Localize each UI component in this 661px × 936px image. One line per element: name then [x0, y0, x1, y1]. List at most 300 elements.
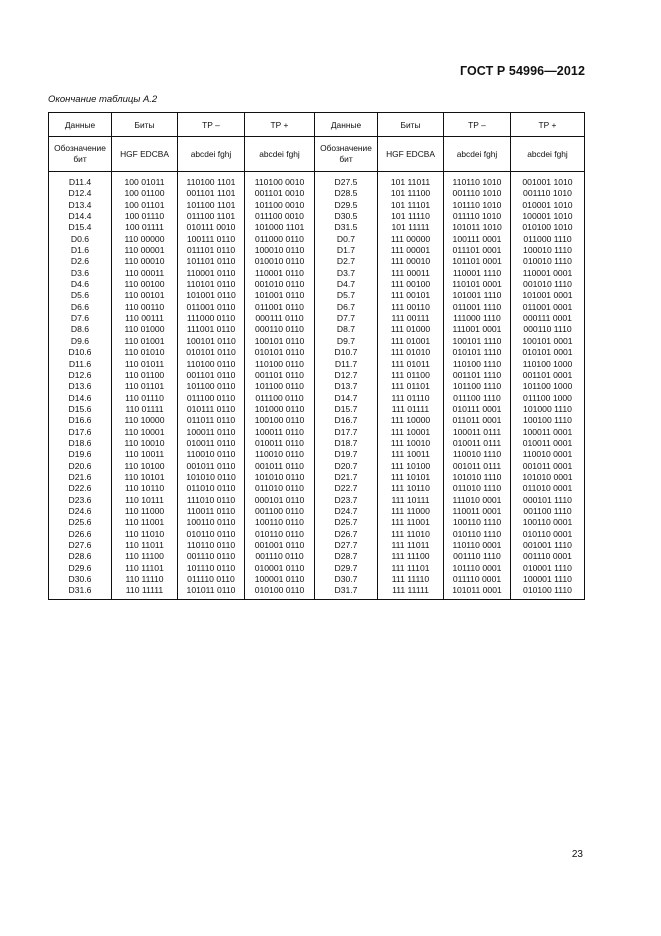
- table-cell: D3.6: [49, 268, 112, 279]
- table-row: [49, 245, 585, 256]
- table-cell: 001110 0001: [511, 551, 585, 562]
- table-cell: 100110 0001: [511, 517, 585, 528]
- table-cell: 100010 1110: [511, 245, 585, 256]
- table-cell: 101 11111: [378, 222, 444, 233]
- table-cell: 101 11100: [378, 188, 444, 199]
- table-cell: 001001 0110: [245, 540, 315, 551]
- table-cell: 110 00110: [112, 302, 178, 313]
- column-subheader: abcdei fghj: [511, 137, 585, 172]
- table-cell: 101001 0110: [245, 290, 315, 301]
- table-cell: D23.7: [315, 495, 378, 506]
- table-cell: 100 01011: [112, 172, 178, 189]
- table-cell: 011100 1110: [444, 393, 511, 404]
- table-cell: 101100 0010: [245, 200, 315, 211]
- table-cell: 001110 1010: [511, 188, 585, 199]
- table-cell: D26.6: [49, 529, 112, 540]
- table-cell: 111 01010: [378, 347, 444, 358]
- table-cell: 001010 0110: [245, 279, 315, 290]
- table-row: [49, 551, 585, 562]
- table-cell: 001001 1010: [511, 172, 585, 189]
- table-cell: 001100 1110: [511, 506, 585, 517]
- table-cell: 101010 0001: [511, 472, 585, 483]
- table-cell: 111010 0001: [444, 495, 511, 506]
- table-cell: 110 11100: [112, 551, 178, 562]
- column-header: ТР –: [178, 113, 245, 137]
- table-cell: 001101 0010: [245, 188, 315, 199]
- table-cell: 001001 1110: [511, 540, 585, 551]
- table-cell: D28.5: [315, 188, 378, 199]
- table-row: [49, 370, 585, 381]
- table-cell: 000101 1110: [511, 495, 585, 506]
- table-cell: 000110 1110: [511, 324, 585, 335]
- table-cell: 000111 0001: [511, 313, 585, 324]
- table-row: [49, 302, 585, 313]
- table-row: [49, 517, 585, 528]
- table-cell: D2.7: [315, 256, 378, 267]
- table-cell: 010001 1110: [511, 563, 585, 574]
- table-cell: 010111 0110: [178, 404, 245, 415]
- table-cell: 100011 0001: [511, 427, 585, 438]
- table-cell: 110 11010: [112, 529, 178, 540]
- table-cell: D8.6: [49, 324, 112, 335]
- table-cell: 011011 0110: [178, 415, 245, 426]
- table-cell: 110100 1000: [511, 359, 585, 370]
- table-subheader-row: [49, 137, 585, 172]
- table-cell: 010101 1110: [444, 347, 511, 358]
- table-row: [49, 256, 585, 267]
- table-cell: 101000 1101: [245, 222, 315, 233]
- table-cell: 110 11111: [112, 585, 178, 599]
- table-row: [49, 313, 585, 324]
- table-cell: 110001 0001: [511, 268, 585, 279]
- table-cell: 111 11111: [378, 585, 444, 599]
- table-cell: D22.6: [49, 483, 112, 494]
- table-cell: 010111 0010: [178, 222, 245, 233]
- table-cell: 110 01101: [112, 381, 178, 392]
- table-cell: D21.6: [49, 472, 112, 483]
- table-cell: 111001 0001: [444, 324, 511, 335]
- table-cell: D9.7: [315, 336, 378, 347]
- table-cell: 100 01100: [112, 188, 178, 199]
- table-cell: 011100 1101: [178, 211, 245, 222]
- table-cell: 001110 0110: [245, 551, 315, 562]
- table-cell: 010110 1110: [444, 529, 511, 540]
- table-cell: 111 00011: [378, 268, 444, 279]
- table-cell: 110110 0001: [444, 540, 511, 551]
- table-row: [49, 381, 585, 392]
- table-cell: 100011 0110: [178, 427, 245, 438]
- table-cell: 011001 0001: [511, 302, 585, 313]
- table-cell: 010011 0111: [444, 438, 511, 449]
- table-cell: 101100 1000: [511, 381, 585, 392]
- table-cell: 111 11000: [378, 506, 444, 517]
- table-cell: 101 11011: [378, 172, 444, 189]
- table-cell: D11.6: [49, 359, 112, 370]
- table-cell: 110 10001: [112, 427, 178, 438]
- table-cell: D25.6: [49, 517, 112, 528]
- table-cell: 110 01011: [112, 359, 178, 370]
- column-header: Биты: [378, 113, 444, 137]
- table-cell: D3.7: [315, 268, 378, 279]
- table-row: [49, 188, 585, 199]
- table-cell: D1.6: [49, 245, 112, 256]
- table-cell: 111 10011: [378, 449, 444, 460]
- table-cell: 110 11001: [112, 517, 178, 528]
- table-cell: D7.7: [315, 313, 378, 324]
- table-cell: 100001 0110: [245, 574, 315, 585]
- table-cell: 100 01101: [112, 200, 178, 211]
- table-cell: D29.6: [49, 563, 112, 574]
- table-cell: 110001 0110: [178, 268, 245, 279]
- table-row: [49, 506, 585, 517]
- table-cell: D11.4: [49, 172, 112, 189]
- table-cell: 010100 1010: [511, 222, 585, 233]
- table-cell: 110100 1101: [178, 172, 245, 189]
- table-cell: 111010 0110: [178, 495, 245, 506]
- table-row: [49, 461, 585, 472]
- table-cell: 011001 0110: [178, 302, 245, 313]
- table-cell: 111 10001: [378, 427, 444, 438]
- table-cell: D2.6: [49, 256, 112, 267]
- table-cell: D4.7: [315, 279, 378, 290]
- table-cell: 111 11011: [378, 540, 444, 551]
- table-cell: 100101 0110: [178, 336, 245, 347]
- table-cell: 110 01010: [112, 347, 178, 358]
- table-cell: 110 00011: [112, 268, 178, 279]
- table-cell: 110 00100: [112, 279, 178, 290]
- table-cell: 011000 1110: [511, 234, 585, 245]
- table-cell: D8.7: [315, 324, 378, 335]
- table-cell: D27.5: [315, 172, 378, 189]
- table-row: [49, 438, 585, 449]
- table-cell: D19.6: [49, 449, 112, 460]
- table-cell: 011100 0110: [245, 393, 315, 404]
- table-cell: 110100 0110: [245, 359, 315, 370]
- table-cell: 000110 0110: [245, 324, 315, 335]
- table-cell: 100111 0110: [178, 234, 245, 245]
- table-row: [49, 336, 585, 347]
- table-cell: D13.6: [49, 381, 112, 392]
- table-cell: 111 01011: [378, 359, 444, 370]
- table-cell: 001011 0110: [178, 461, 245, 472]
- table-cell: D6.7: [315, 302, 378, 313]
- table-row: [49, 222, 585, 233]
- table-cell: 111 00000: [378, 234, 444, 245]
- column-header: ТР +: [511, 113, 585, 137]
- table-cell: D29.7: [315, 563, 378, 574]
- table-cell: 100011 0111: [444, 427, 511, 438]
- table-cell: D23.6: [49, 495, 112, 506]
- table-cell: 101011 0110: [178, 585, 245, 599]
- table-cell: D18.7: [315, 438, 378, 449]
- table-cell: 110001 0110: [245, 268, 315, 279]
- table-cell: D31.7: [315, 585, 378, 599]
- table-cell: 010110 0110: [178, 529, 245, 540]
- table-cell: D0.7: [315, 234, 378, 245]
- table-cell: 010011 0001: [511, 438, 585, 449]
- table-cell: D31.6: [49, 585, 112, 599]
- table-cell: D10.6: [49, 347, 112, 358]
- table-cell: 110 10100: [112, 461, 178, 472]
- table-cell: 111 10000: [378, 415, 444, 426]
- table-cell: 111 10100: [378, 461, 444, 472]
- table-cell: 010101 0110: [245, 347, 315, 358]
- table-cell: 110100 0010: [245, 172, 315, 189]
- table-cell: D12.6: [49, 370, 112, 381]
- table-cell: D7.6: [49, 313, 112, 324]
- table-cell: 111 01001: [378, 336, 444, 347]
- table-cell: 111 01110: [378, 393, 444, 404]
- table-cell: D20.6: [49, 461, 112, 472]
- table-cell: 101001 1110: [444, 290, 511, 301]
- table-cell: 110 10011: [112, 449, 178, 460]
- table-cell: 110 11110: [112, 574, 178, 585]
- table-cell: 100100 0110: [245, 415, 315, 426]
- table-cell: 111 10111: [378, 495, 444, 506]
- table-cell: D17.6: [49, 427, 112, 438]
- table-cell: 011010 0110: [245, 483, 315, 494]
- table-cell: 010001 1010: [511, 200, 585, 211]
- column-subheader: abcdei fghj: [178, 137, 245, 172]
- table-cell: 101010 0110: [245, 472, 315, 483]
- table-row: [49, 268, 585, 279]
- table-cell: D11.7: [315, 359, 378, 370]
- table-cell: 010100 1110: [511, 585, 585, 599]
- table-cell: D15.4: [49, 222, 112, 233]
- table-cell: 101101 0110: [178, 256, 245, 267]
- table-cell: 001011 0110: [245, 461, 315, 472]
- table-cell: 110101 0001: [444, 279, 511, 290]
- table-cell: 110 00001: [112, 245, 178, 256]
- table-cell: D30.7: [315, 574, 378, 585]
- table-cell: 001110 1110: [444, 551, 511, 562]
- column-subheader: HGF EDCBA: [112, 137, 178, 172]
- table-cell: D17.7: [315, 427, 378, 438]
- table-cell: 111 10101: [378, 472, 444, 483]
- table-cell: 010101 0001: [511, 347, 585, 358]
- table-cell: D24.7: [315, 506, 378, 517]
- table-cell: 110 01110: [112, 393, 178, 404]
- table-cell: 010001 0110: [245, 563, 315, 574]
- table-cell: 100011 0110: [245, 427, 315, 438]
- table-row: [49, 234, 585, 245]
- table-row: [49, 427, 585, 438]
- table-cell: 110010 0110: [245, 449, 315, 460]
- table-cell: 111 00100: [378, 279, 444, 290]
- table-cell: D22.7: [315, 483, 378, 494]
- table-cell: 110010 1110: [444, 449, 511, 460]
- table-cell: 110 10000: [112, 415, 178, 426]
- table-cell: 111 11001: [378, 517, 444, 528]
- table-cell: 110 11000: [112, 506, 178, 517]
- table-cell: 010100 0110: [245, 585, 315, 599]
- table-cell: 111 11110: [378, 574, 444, 585]
- table-cell: 111 01000: [378, 324, 444, 335]
- table-cell: 110 00000: [112, 234, 178, 245]
- table-cell: 011000 0110: [245, 234, 315, 245]
- table-cell: 110110 1010: [444, 172, 511, 189]
- table-cell: 100001 1110: [511, 574, 585, 585]
- table-cell: D12.7: [315, 370, 378, 381]
- table-cell: 110 01100: [112, 370, 178, 381]
- table-cell: 100110 1110: [444, 517, 511, 528]
- table-row: [49, 359, 585, 370]
- table-cell: D6.6: [49, 302, 112, 313]
- table-cell: 011011 0001: [444, 415, 511, 426]
- encoding-table: [48, 112, 585, 600]
- table-caption: Окончание таблицы А.2: [48, 94, 158, 105]
- table-cell: D31.5: [315, 222, 378, 233]
- table-cell: 100101 0110: [245, 336, 315, 347]
- column-subheader: Обозначение бит: [315, 137, 378, 172]
- table-cell: 111 01101: [378, 381, 444, 392]
- table-cell: D30.6: [49, 574, 112, 585]
- table-cell: D24.6: [49, 506, 112, 517]
- table-cell: 011001 0110: [245, 302, 315, 313]
- table-cell: 110010 0001: [511, 449, 585, 460]
- column-subheader: HGF EDCBA: [378, 137, 444, 172]
- table-cell: 000111 0110: [245, 313, 315, 324]
- table-cell: 001010 1110: [511, 279, 585, 290]
- table-cell: D0.6: [49, 234, 112, 245]
- table-cell: 111 11010: [378, 529, 444, 540]
- table-cell: 110 01001: [112, 336, 178, 347]
- table-cell: 111 01111: [378, 404, 444, 415]
- table-cell: D18.6: [49, 438, 112, 449]
- table-cell: D5.7: [315, 290, 378, 301]
- table-cell: D13.7: [315, 381, 378, 392]
- column-header: ТР –: [444, 113, 511, 137]
- table-cell: D27.7: [315, 540, 378, 551]
- table-cell: D14.6: [49, 393, 112, 404]
- table-cell: 011110 0110: [178, 574, 245, 585]
- table-cell: 100001 1010: [511, 211, 585, 222]
- table-cell: 101100 0110: [245, 381, 315, 392]
- table-body: [49, 172, 585, 600]
- table-row: [49, 404, 585, 415]
- table-cell: 110011 0001: [444, 506, 511, 517]
- table-row: [49, 540, 585, 551]
- table-cell: 100110 0110: [245, 517, 315, 528]
- table-cell: 111 11101: [378, 563, 444, 574]
- table-cell: 111 00110: [378, 302, 444, 313]
- column-subheader: Обозначение бит: [49, 137, 112, 172]
- table-cell: D1.7: [315, 245, 378, 256]
- table-cell: 100100 1110: [511, 415, 585, 426]
- table-cell: 101011 0001: [444, 585, 511, 599]
- table-cell: D16.6: [49, 415, 112, 426]
- table-cell: 101110 1010: [444, 200, 511, 211]
- table-cell: 111 10010: [378, 438, 444, 449]
- table-cell: 101100 1110: [444, 381, 511, 392]
- table-cell: D16.7: [315, 415, 378, 426]
- table-cell: D9.6: [49, 336, 112, 347]
- table-cell: 111 00010: [378, 256, 444, 267]
- table-cell: D28.7: [315, 551, 378, 562]
- table-row: [49, 449, 585, 460]
- table-cell: D20.7: [315, 461, 378, 472]
- table-cell: 101011 1010: [444, 222, 511, 233]
- table-cell: 110 01111: [112, 404, 178, 415]
- table-cell: 001011 0001: [511, 461, 585, 472]
- table-cell: 110110 0110: [178, 540, 245, 551]
- table-cell: 101001 0001: [511, 290, 585, 301]
- table-cell: 000101 0110: [245, 495, 315, 506]
- table-cell: 111000 0110: [178, 313, 245, 324]
- table-cell: 111 00101: [378, 290, 444, 301]
- table-cell: 100110 0110: [178, 517, 245, 528]
- table-cell: 001101 0001: [511, 370, 585, 381]
- table-cell: 100010 0110: [245, 245, 315, 256]
- table-cell: 010111 0001: [444, 404, 511, 415]
- table-cell: 011010 0001: [511, 483, 585, 494]
- table-cell: 111 00111: [378, 313, 444, 324]
- table-cell: 011100 1000: [511, 393, 585, 404]
- table-cell: 001110 1010: [444, 188, 511, 199]
- document-standard-header: ГОСТ Р 54996—2012: [459, 64, 585, 78]
- table-cell: 001011 0111: [444, 461, 511, 472]
- table-cell: 110 00010: [112, 256, 178, 267]
- table-cell: 110 00111: [112, 313, 178, 324]
- table-cell: 101101 0001: [444, 256, 511, 267]
- table-cell: 101 11110: [378, 211, 444, 222]
- table-cell: 111 00001: [378, 245, 444, 256]
- table-cell: 110100 0110: [178, 359, 245, 370]
- table-cell: D14.4: [49, 211, 112, 222]
- table-cell: 100 01110: [112, 211, 178, 222]
- table-cell: D30.5: [315, 211, 378, 222]
- table-row: [49, 483, 585, 494]
- table-cell: 001101 0110: [178, 370, 245, 381]
- table-cell: 011010 0110: [178, 483, 245, 494]
- table-cell: D29.5: [315, 200, 378, 211]
- column-header: Данные: [49, 113, 112, 137]
- table-cell: 101 11101: [378, 200, 444, 211]
- table-cell: D26.7: [315, 529, 378, 540]
- table-cell: 110101 0110: [178, 279, 245, 290]
- table-cell: 011010 1110: [444, 483, 511, 494]
- table-cell: 001101 0110: [245, 370, 315, 381]
- table-row: [49, 279, 585, 290]
- table-cell: 010110 0001: [511, 529, 585, 540]
- table-cell: 001101 1101: [178, 188, 245, 199]
- column-subheader: abcdei fghj: [444, 137, 511, 172]
- table-cell: D4.6: [49, 279, 112, 290]
- table-cell: 110 10010: [112, 438, 178, 449]
- table-row: [49, 347, 585, 358]
- table-cell: 110100 1110: [444, 359, 511, 370]
- table-cell: 101010 0110: [178, 472, 245, 483]
- table-cell: 011101 0001: [444, 245, 511, 256]
- table-cell: 010011 0110: [178, 438, 245, 449]
- table-cell: 011110 0001: [444, 574, 511, 585]
- table-cell: 111 11100: [378, 551, 444, 562]
- table-cell: D5.6: [49, 290, 112, 301]
- table-cell: 111 10110: [378, 483, 444, 494]
- table-cell: 101100 0110: [178, 381, 245, 392]
- table-cell: D15.7: [315, 404, 378, 415]
- table-cell: 101001 0110: [178, 290, 245, 301]
- column-header: ТР +: [245, 113, 315, 137]
- table-row: [49, 529, 585, 540]
- table-cell: D19.7: [315, 449, 378, 460]
- table-cell: 111001 0110: [178, 324, 245, 335]
- table-cell: 111000 1110: [444, 313, 511, 324]
- table-cell: 100101 1110: [444, 336, 511, 347]
- table-cell: 001101 1110: [444, 370, 511, 381]
- table-cell: D15.6: [49, 404, 112, 415]
- table-cell: 011101 0110: [178, 245, 245, 256]
